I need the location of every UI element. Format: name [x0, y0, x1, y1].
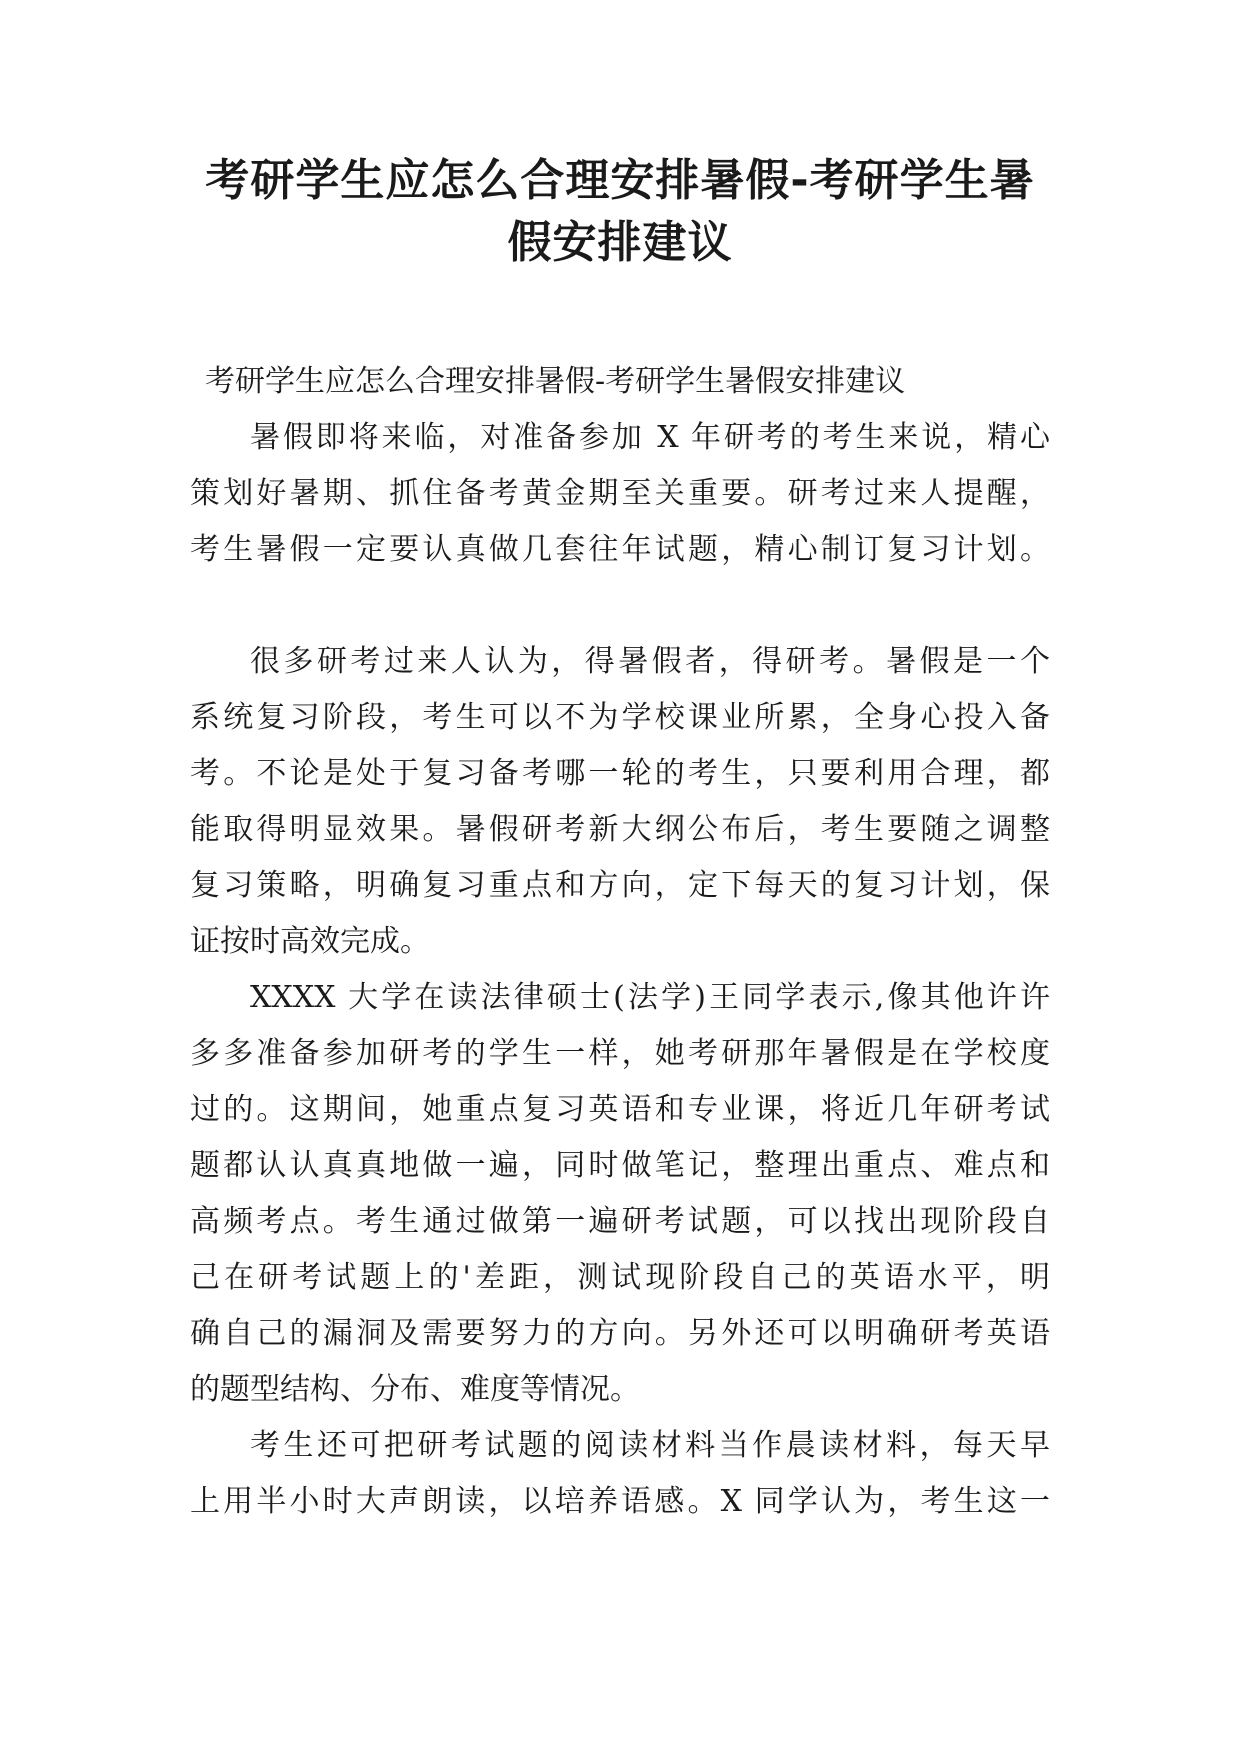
text-line: 暑假即将来临，对准备参加 X 年研考的考生来说，精心 — [250, 420, 1050, 455]
text-line: 很多研考过来人认为，得暑假者，得研考。暑假是一个 — [250, 644, 1050, 679]
text-line: 高频考点。考生通过做第一遍研考试题，可以找出现阶段自 — [190, 1204, 1050, 1239]
text-line: 己在研考试题上的'差距，测试现阶段自己的英语水平，明 — [190, 1260, 1050, 1295]
paragraph-spacer — [190, 578, 1050, 634]
text-line: 策划好暑期、抓住备考黄金期至关重要。研考过来人提醒， — [190, 476, 1050, 511]
paragraph — [190, 634, 1050, 970]
text-line: 考生暑假一定要认真做几套往年试题，精心制订复习计划。 — [190, 532, 1050, 567]
text-line: 考生还可把研考试题的阅读材料当作晨读材料，每天早 — [250, 1428, 1050, 1463]
document-body — [190, 354, 1050, 1530]
text-line: 多多准备参加研考的学生一样，她考研那年暑假是在学校度 — [190, 1036, 1050, 1071]
document-title — [170, 150, 1070, 274]
text-line: 复习策略，明确复习重点和方向，定下每天的复习计划，保 — [190, 868, 1050, 903]
text-line: 能取得明显效果。暑假研考新大纲公布后，考生要随之调整 — [190, 812, 1050, 847]
paragraph — [190, 970, 1050, 1418]
text-line: 确自己的漏洞及需要努力的方向。另外还可以明确研考英语 — [190, 1316, 1050, 1351]
document-subtitle: 考研学生应怎么合理安排暑假-考研学生暑假安排建议 — [205, 364, 906, 399]
text-line: XXXX 大学在读法律硕士(法学)王同学表示,像其他许许 — [250, 980, 1050, 1015]
text-line: 的题型结构、分布、难度等情况。 — [190, 1372, 640, 1407]
text-line: 上用半小时大声朗读，以培养语感。X 同学认为，考生这一 — [190, 1484, 1050, 1519]
text-line: 过的。这期间，她重点复习英语和专业课，将近几年研考试 — [190, 1092, 1050, 1127]
text-line: 考。不论是处于复习备考哪一轮的考生，只要利用合理，都 — [190, 756, 1050, 791]
text-line: 证按时高效完成。 — [190, 924, 430, 959]
title-line: 考研学生应怎么合理安排暑假-考研学生暑 — [205, 155, 1035, 206]
paragraph — [190, 410, 1050, 578]
paragraph — [190, 1418, 1050, 1530]
title-line: 假安排建议 — [507, 217, 733, 268]
text-line: 题都认认真真地做一遍，同时做笔记，整理出重点、难点和 — [190, 1148, 1050, 1183]
text-line: 系统复习阶段，考生可以不为学校课业所累，全身心投入备 — [190, 700, 1050, 735]
